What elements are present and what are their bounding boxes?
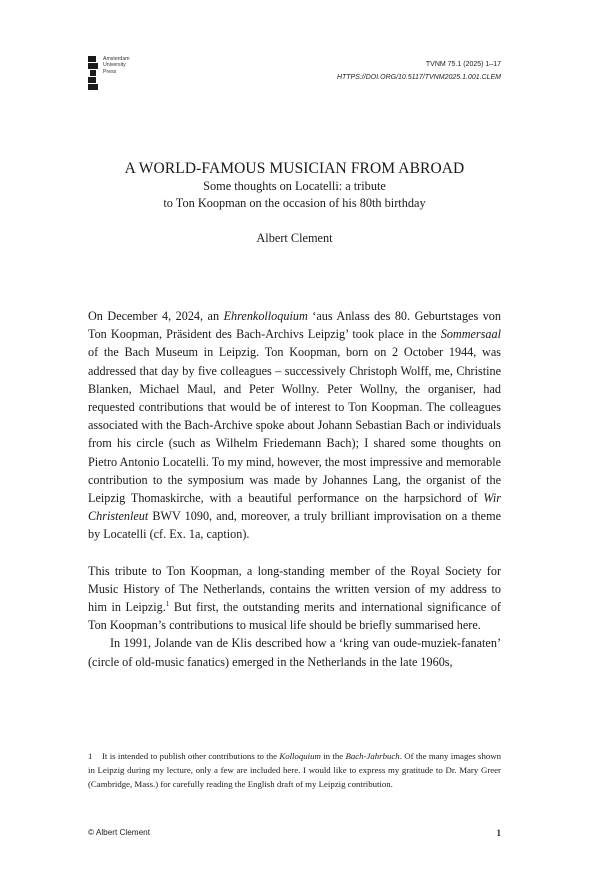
- article-subtitle-line-2: to Ton Koopman on the occasion of his 80th birthday: [163, 196, 426, 210]
- article-body: [88, 307, 501, 671]
- journal-reference: TVNM 75.1 (2025) 1–17: [425, 61, 501, 68]
- footnote: 1 It is intended to publish other contributions to the Kolloquium in the Bach-Jahrbuch. Of the many images shown in Leipzig during my lecture, only a few are included here. I would like to express my gratitude to Dr. Mary Greer (Cambridge, Mass.) for carefully reading the English draft of my Leipzig contribution.: [88, 751, 501, 789]
- paragraph-2: This tribute to Ton Koopman, a long-standing member of the Royal Society for Music History of The Netherlands, contains the written version of my address to him in Leipzig.$^1$ But first, the outstanding merits and international significance of Ton Koopman’s contributions to musical life should be briefly summarised here.: [88, 563, 501, 633]
- publisher-logo: [88, 56, 130, 91]
- journal-header: [337, 58, 501, 84]
- paragraph-3: In 1991, Jolande van de Klis described how a ‘kring van oude-muziek-fanaten’ (circle of old-music fanatics) emerged in the Netherlands in the late 1960s,: [88, 636, 501, 669]
- article-author: Albert Clement: [256, 231, 333, 245]
- paragraph-1: On December 4, 2024, an Ehrenkolloquium ‘aus Anlass des 80. Geburtstages von Ton Koopman, Präsident des Bach-Archivs Leipzig’ took place in the Sommersaal of the Bach Museum in Leipzig. Ton Koopman, born on 2 October 1944, was addressed that day by five colleagues – successively Christoph Wolff, me, Christine Blanken, Michael Maul, and Peter Wollny. Peter Wollny, the organiser, had requested contributions that would be of interest to Ton Koopman. The colleagues associated with the Bach-Archive spoke about Johann Sebastian Bach or individuals from his circle (such as Wilhelm Friedemann Bach); I shared some thoughts on Pietro Antonio Locatelli. To my mind, however, the most impressive and memorable contribution to the symposium was made by Johannes Lang, the organist of the Leipzig Thomaskirche, with a beautiful performance on the harpsichord of Wir Christenleut BWV 1090, and, moreover, a truly brilliant improvisation on a theme by Locatelli (cf. Ex. 1a, caption).: [88, 309, 501, 542]
- publisher-name: Amsterdam University Press: [103, 56, 130, 75]
- publisher-logo-mark: [88, 56, 98, 91]
- page-footer: [88, 828, 501, 837]
- doi-link[interactable]: HTTPS://DOI.ORG/10.5117/TVNM2025.1.001.CLEM: [336, 74, 501, 81]
- footnote-number: 1: [88, 751, 93, 761]
- title-block: [88, 159, 501, 247]
- page-number: 1: [496, 828, 501, 838]
- article-subtitle-line-1: Some thoughts on Locatelli: a tribute: [203, 179, 386, 193]
- copyright: © Albert Clement: [88, 828, 151, 837]
- footnote-reference[interactable]: 1: [165, 599, 170, 608]
- article-title: A WORLD-FAMOUS MUSICIAN FROM ABROAD: [124, 160, 465, 177]
